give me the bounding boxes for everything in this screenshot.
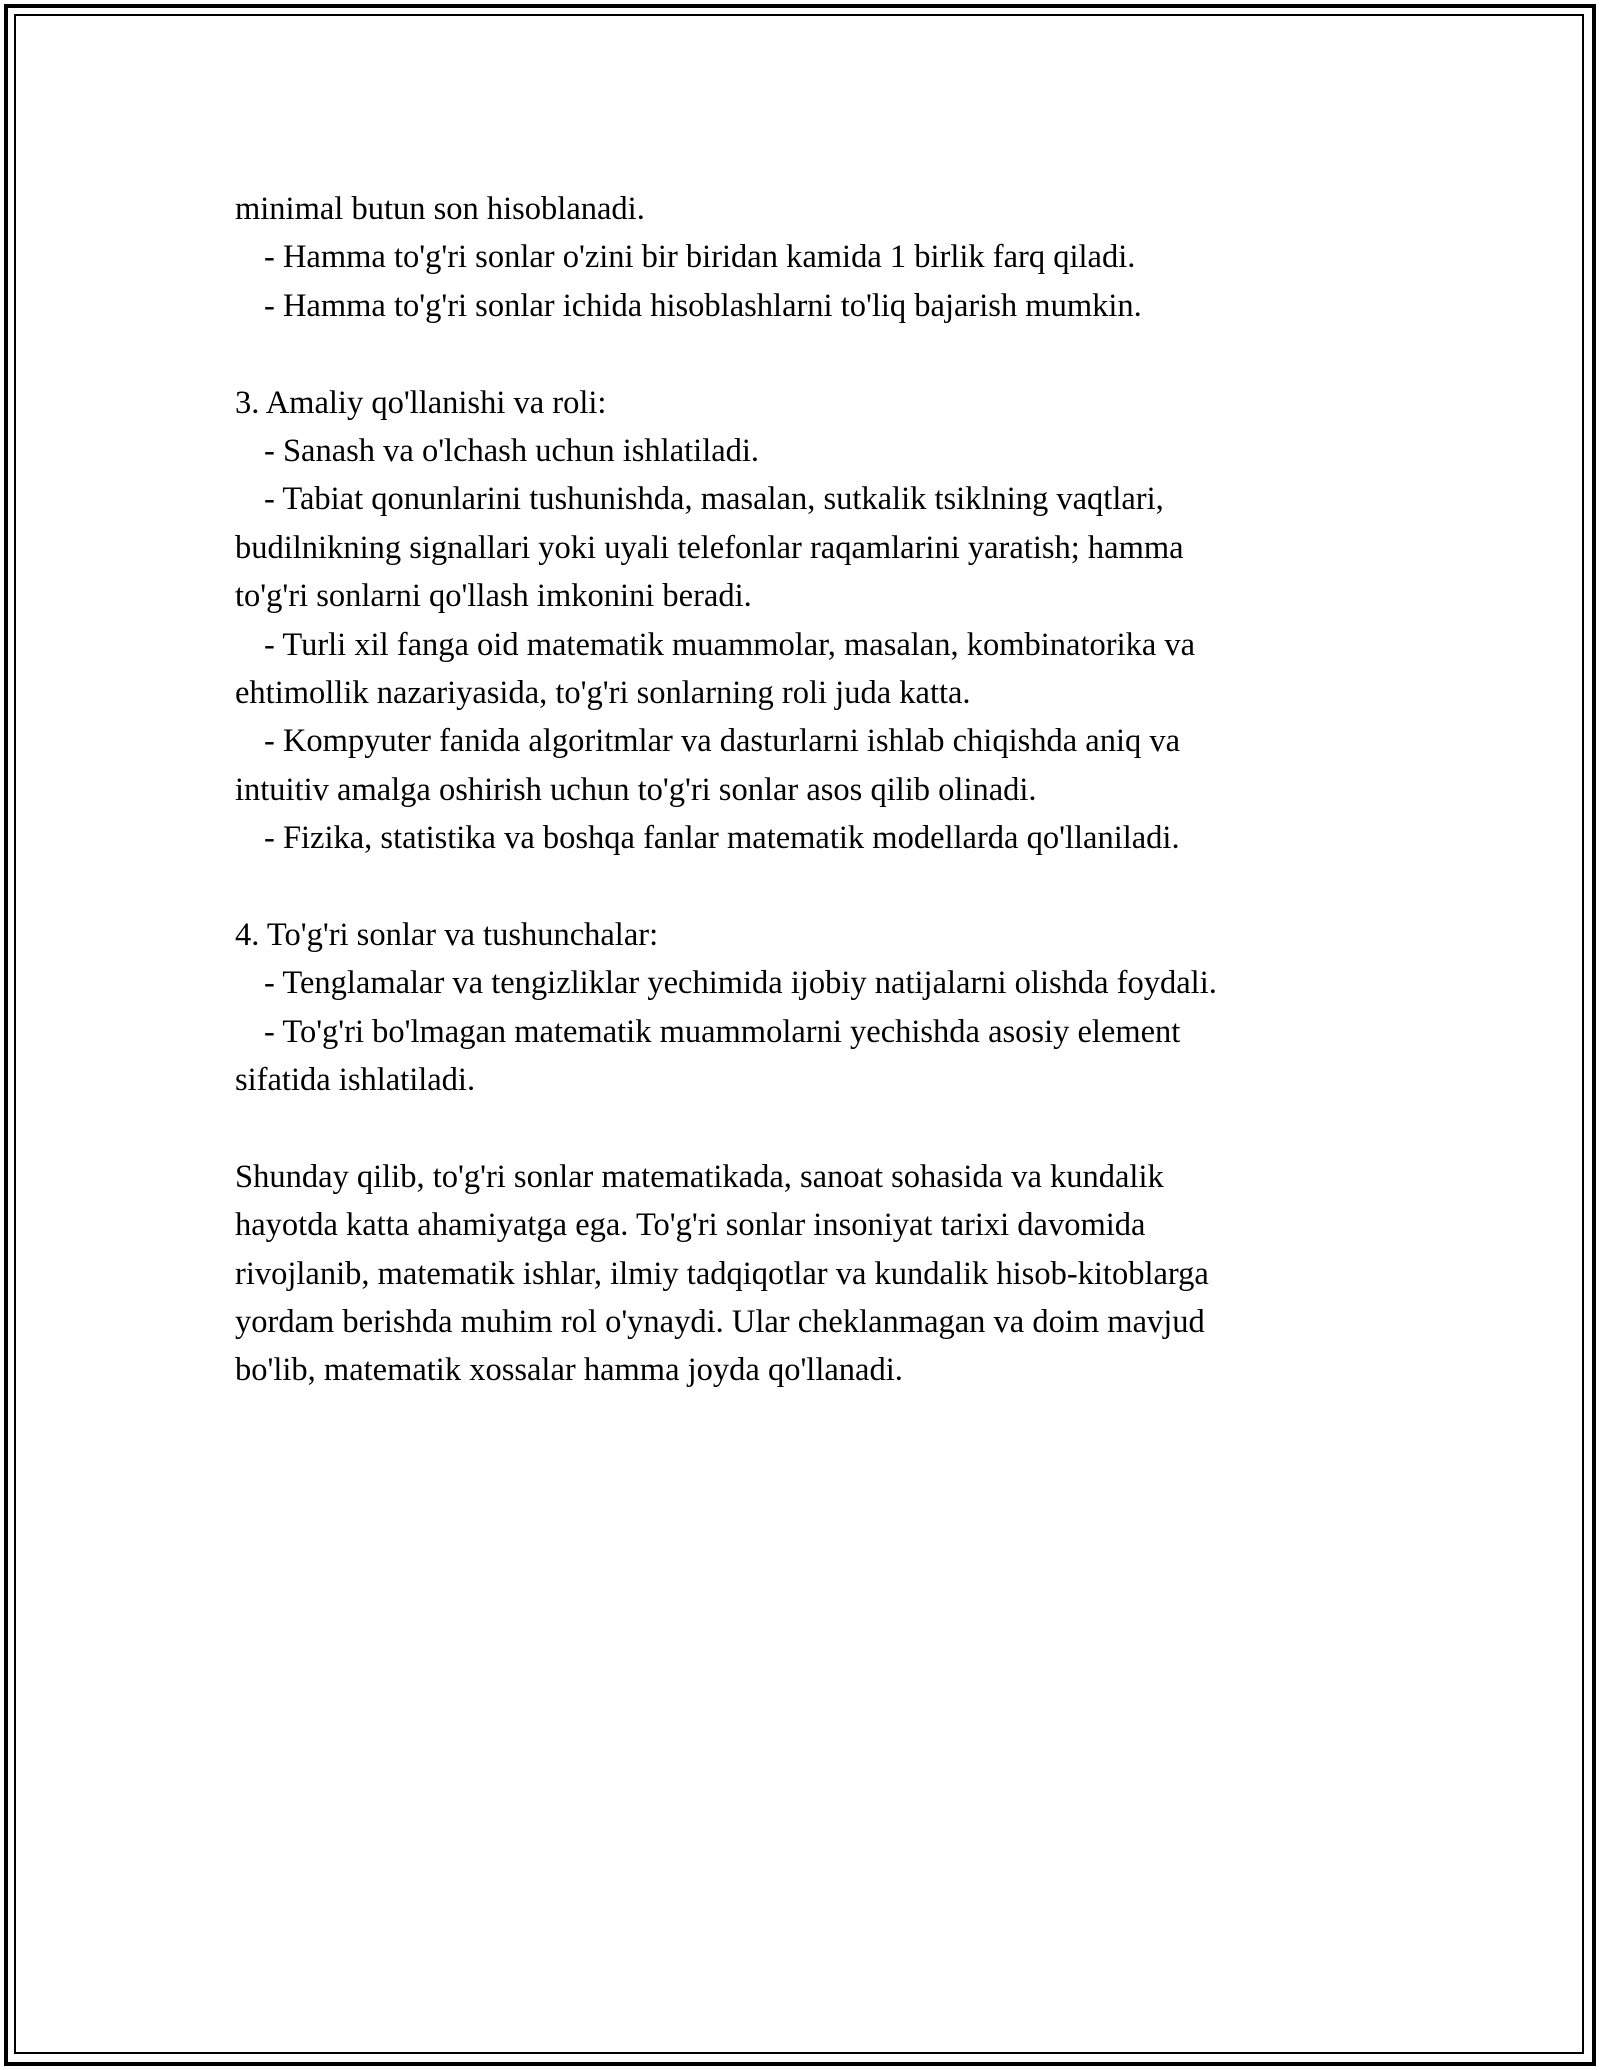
conclusion-line: hayotda katta ahamiyatga ega. To'g'ri sonlar insoniyat tarixi davomida (235, 1207, 1146, 1244)
text-line: sifatida ishlatiladi. (235, 1062, 476, 1099)
blank-line (235, 1104, 1375, 1152)
document-body (235, 185, 1375, 1395)
conclusion-line: bo'lib, matematik xossalar hamma joyda qo'llanadi. (235, 1352, 903, 1389)
bullet-line: - Hamma to'g'ri sonlar ichida hisoblashlarni to'liq bajarish mumkin. (264, 287, 1142, 324)
text-line: minimal butun son hisoblanadi. (235, 191, 645, 227)
text-line: budilnikning signallari yoki uyali telefonlar raqamlarini yaratish; hamma (235, 529, 1184, 566)
conclusion-line: yordam berishda muhim rol o'ynaydi. Ular cheklanmagan va doim mavjud (235, 1303, 1205, 1340)
bullet-line: - Hamma to'g'ri sonlar o'zini bir biridan kamida 1 birlik farq qiladi. (264, 239, 1136, 276)
text-line: intuitiv amalga oshirish uchun to'g'ri sonlar asos qilib olinadi. (235, 771, 1037, 808)
section-heading: 4. To'g'ri sonlar va tushunchalar: (235, 916, 659, 953)
bullet-line: - Kompyuter fanida algoritmlar va dasturlarni ishlab chiqishda aniq va (264, 723, 1181, 760)
conclusion-line: rivojlanib, matematik ishlar, ilmiy tadqiqotlar va kundalik hisob-kitoblarga (235, 1255, 1209, 1292)
text-line: ehtimollik nazariyasida, to'g'ri sonlarning roli juda katta. (235, 674, 971, 711)
bullet-line: - Fizika, statistika va boshqa fanlar matematik modellarda qo'llaniladi. (264, 820, 1180, 857)
bullet-line: - Turli xil fanga oid matematik muammolar, masalan, kombinatorika va (264, 626, 1196, 663)
section-heading: 3. Amaliy qo'llanishi va roli: (235, 384, 607, 421)
conclusion-line: Shunday qilib, to'g'ri sonlar matematikada, sanoat sohasida va kundalik (235, 1158, 1164, 1195)
bullet-line: - Sanash va o'lchash uchun ishlatiladi. (264, 432, 760, 469)
blank-line (235, 330, 1375, 378)
bullet-line: - Tenglamalar va tengizliklar yechimida ijobiy natijalarni olishda foydali. (264, 965, 1217, 1002)
bullet-line: - To'g'ri bo'lmagan matematik muammolarni yechishda asosiy element (264, 1013, 1181, 1050)
bullet-line: - Tabiat qonunlarini tushunishda, masalan, sutkalik tsiklning vaqtlari, (264, 481, 1164, 518)
text-line: to'g'ri sonlarni qo'llash imkonini beradi. (235, 578, 752, 615)
blank-line (235, 862, 1375, 910)
